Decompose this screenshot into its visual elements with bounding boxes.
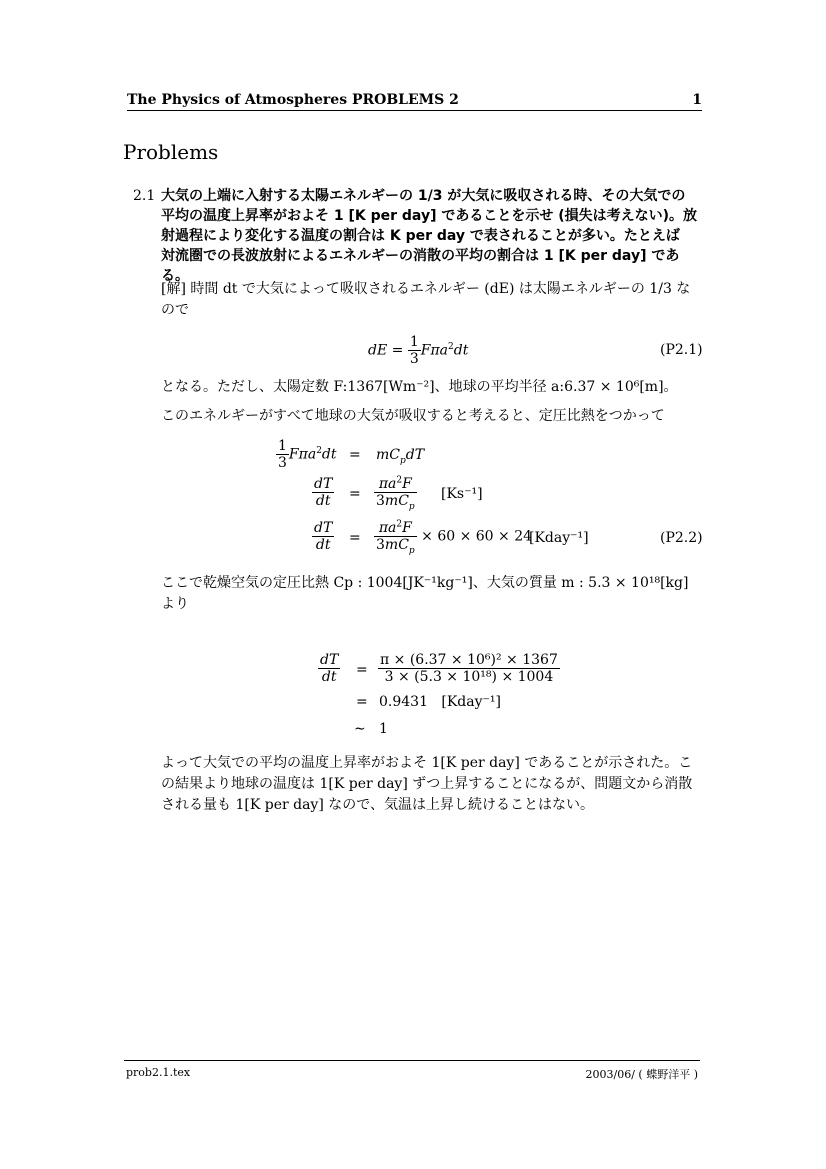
equation-p2-2-row2: $\frac{dT}{dt}$	[314, 476, 333, 509]
equation-p2-2-row1: $\frac{1}{3}$ Fπa$^2$dt	[278, 438, 337, 471]
conclusion-line: の結果より地球の温度は 1[K per day] ずつ上昇することになるが、問題文から消散	[161, 776, 693, 792]
conclusion	[161, 753, 706, 816]
result-approx: 1	[379, 721, 388, 737]
solution-intro-line: ので	[161, 302, 189, 318]
problem-line: 射過程により変化する温度の割合は K per day で表されることが多い。たとえば	[161, 228, 680, 244]
equation-label: (P2.2)	[660, 530, 703, 546]
problem-number: 2.1	[133, 188, 156, 204]
equals-sign: =	[356, 662, 368, 678]
fraction-denominator: 3 × (5.3 × 10¹⁸) × 1004	[384, 669, 554, 685]
equals-sign: =	[349, 486, 361, 502]
footer-date-author: 2003/06/ ( 蝶野洋平 )	[585, 1068, 698, 1081]
equation-eval-fraction	[378, 652, 560, 685]
conclusion-line: される量も 1[K per day] なので、気温は上昇し続けることはない。	[161, 797, 594, 813]
solution-intro-line: [解] 時間 dt で大気によって吸収されるエネルギー (dE) は太陽エネルギーの 1/3 な	[161, 281, 691, 297]
equation-p2-2-row3: $\frac{dT}{dt}$	[314, 520, 333, 553]
conclusion-line: よって大気での平均の温度上昇率がおよそ 1[K per day] であることが示された。こ	[161, 755, 693, 771]
result-unit: [Kday⁻¹]	[441, 694, 501, 710]
equals-sign: =	[349, 447, 361, 463]
problem-line: 対流圏での長波放射によるエネルギーの消散の平均の割合は 1 [K per day] である。	[161, 248, 680, 284]
solution-params-line: ここで乾燥空気の定圧比熱 Cp : 1004[JK⁻¹kg⁻¹]、大気の質量 m : 5.3 × 10¹⁸[kg]	[161, 575, 689, 591]
equation-eval-lhs: $\frac{dT}{dt}$	[320, 652, 339, 685]
solution-text: このエネルギーがすべて地球の大気が吸収すると考えると、定圧比熱をつかって	[161, 408, 665, 424]
problem-line: 大気の上端に入射する太陽エネルギーの 1/3 が大気に吸収される時、その大気での	[161, 188, 686, 204]
equation-rhs: $mC_pdT$	[376, 447, 425, 466]
unit-label: [Kday⁻¹]	[529, 530, 589, 546]
problem-line: 平均の温度上昇率がおよそ 1 [K per day] であることを示せ (損失は考えない)。放	[161, 208, 698, 224]
header-title: The Physics of Atmospheres PROBLEMS 2	[127, 92, 459, 108]
solution-text: となる。ただし、太陽定数 F:1367[Wm⁻²]、地球の平均半径 a:6.37 × 10⁶[m]。	[161, 379, 678, 395]
solution-params-line: より	[161, 596, 189, 612]
equation-eval-value	[379, 694, 501, 710]
result-value: 0.9431	[379, 694, 428, 710]
equals-sign: =	[349, 530, 361, 546]
page-header	[127, 90, 702, 111]
footer-file: prob2.1.tex	[126, 1066, 191, 1079]
page-number: 1	[692, 92, 702, 108]
equation-label: (P2.1)	[660, 342, 703, 358]
unit-label: [Ks⁻¹]	[441, 486, 483, 502]
equation-rhs: $\frac{\pi a^2F}{3mC_p}$	[376, 475, 415, 512]
page-footer	[124, 1060, 700, 1081]
equals-sign: =	[356, 694, 368, 710]
solution-params	[161, 573, 706, 615]
approx-sign: ∼	[354, 721, 366, 737]
fraction-numerator: π × (6.37 × 10⁶)² × 1367	[380, 652, 558, 668]
problem-statement	[161, 186, 703, 286]
solution-intro	[161, 279, 706, 321]
equation-p2-1: dE = $\frac{1}{3}$ Fπa$^2$dt	[368, 334, 469, 367]
section-title: Problems	[123, 140, 219, 164]
equation-rhs: $\frac{\pi a^2F}{3mC_p}$ × 60 × 60 × 24	[376, 519, 533, 556]
